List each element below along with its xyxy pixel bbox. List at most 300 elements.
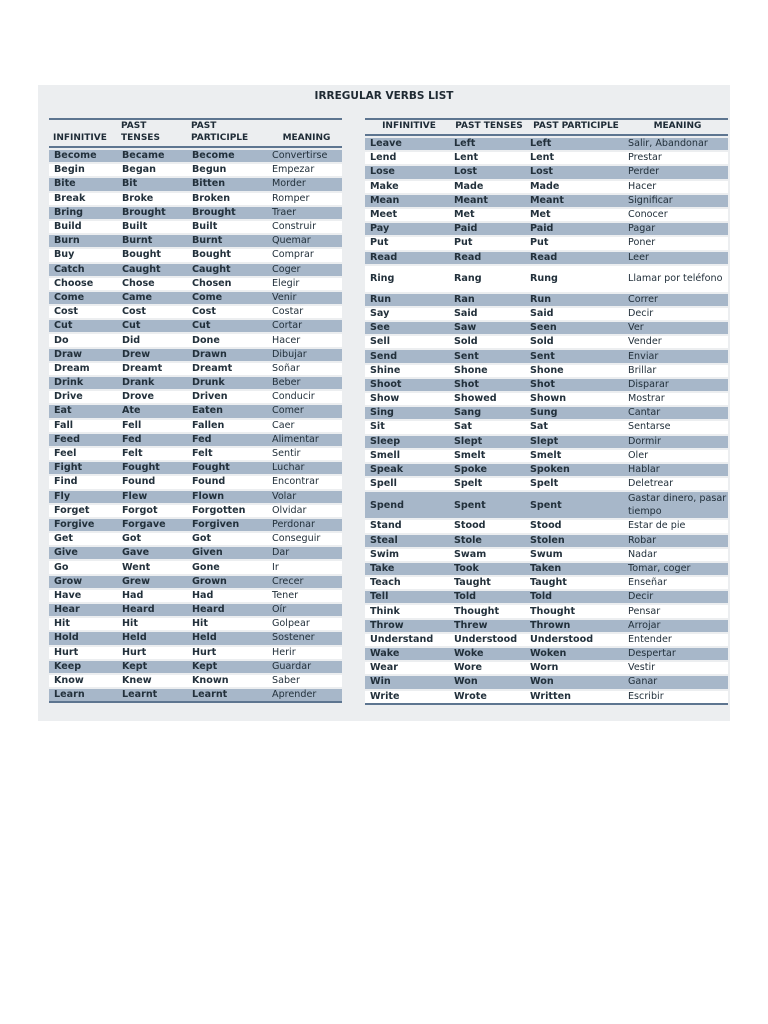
cell-past-tense: Flew [117, 491, 187, 503]
cell-infinitive: Go [49, 561, 117, 573]
cell-meaning: Convertirse [267, 150, 342, 162]
cell-infinitive: Do [49, 334, 117, 346]
cell-past-tense: Wore [449, 662, 525, 674]
cell-meaning: Volar [267, 491, 342, 503]
cell-past-participle: Told [525, 591, 623, 603]
table-row [49, 334, 342, 346]
cell-meaning: Prestar [623, 152, 728, 164]
table-row [49, 150, 342, 162]
cell-past-tense: Heard [117, 604, 187, 616]
cell-meaning: Conseguir [267, 533, 342, 545]
cell-infinitive: Bring [49, 207, 117, 219]
cell-past-tense: Caught [117, 264, 187, 276]
table-row [365, 152, 728, 164]
cell-meaning: Hablar [623, 464, 728, 476]
cell-infinitive: Hear [49, 604, 117, 616]
table-row [49, 576, 342, 588]
cell-past-tense: Began [117, 164, 187, 176]
cell-meaning: Enseñar [623, 577, 728, 589]
table-row [365, 648, 728, 660]
cell-past-participle: Done [187, 334, 267, 346]
cell-meaning: Mostrar [623, 393, 728, 405]
table-row [365, 223, 728, 235]
cell-past-tense: Drank [117, 377, 187, 389]
cell-past-tense: Bought [117, 249, 187, 261]
cell-meaning: Herir [267, 647, 342, 659]
cell-infinitive: Buy [49, 249, 117, 261]
table-row [365, 350, 728, 362]
cell-meaning: Sostener [267, 632, 342, 644]
table-row [365, 691, 728, 705]
cell-meaning: Arrojar [623, 620, 728, 632]
cell-past-participle: Sung [525, 407, 623, 419]
cell-meaning: Soñar [267, 363, 342, 375]
cell-infinitive: Choose [49, 278, 117, 290]
cell-past-participle: Worn [525, 662, 623, 674]
cell-past-participle: Held [187, 632, 267, 644]
table-row [49, 363, 342, 375]
table-row [49, 377, 342, 389]
table-row [49, 689, 342, 703]
cell-infinitive: Drink [49, 377, 117, 389]
cell-past-tense: Learnt [117, 689, 187, 703]
cell-past-tense: Sat [449, 421, 525, 433]
header-infinitive: INFINITIVE [49, 118, 117, 148]
cell-infinitive: Shine [365, 365, 449, 377]
cell-infinitive: Leave [365, 138, 449, 150]
table-body-right [365, 138, 728, 705]
cell-past-participle: Slept [525, 436, 623, 448]
cell-past-tense: Saw [449, 322, 525, 334]
cell-past-participle: Spoken [525, 464, 623, 476]
cell-past-tense: Fought [117, 462, 187, 474]
cell-past-tense: Shot [449, 379, 525, 391]
cell-past-participle: Woken [525, 648, 623, 660]
cell-past-participle: Smelt [525, 450, 623, 462]
cell-past-participle: Lost [525, 166, 623, 178]
cell-meaning: Traer [267, 207, 342, 219]
cell-infinitive: Stand [365, 520, 449, 532]
cell-past-participle: Fed [187, 434, 267, 446]
cell-past-tense: Drew [117, 349, 187, 361]
cell-past-tense: Wrote [449, 691, 525, 705]
cell-meaning: Oler [623, 450, 728, 462]
cell-meaning: Venir [267, 292, 342, 304]
cell-meaning: Empezar [267, 164, 342, 176]
cell-past-participle: Cost [187, 306, 267, 318]
cell-past-tense: Taught [449, 577, 525, 589]
table-header [49, 118, 342, 148]
cell-meaning: Conocer [623, 209, 728, 221]
cell-meaning: Oír [267, 604, 342, 616]
table-row [49, 405, 342, 417]
cell-past-participle: Fallen [187, 420, 267, 432]
cell-past-tense: Told [449, 591, 525, 603]
cell-infinitive: Sit [365, 421, 449, 433]
cell-meaning: Leer [623, 252, 728, 264]
cell-infinitive: Say [365, 308, 449, 320]
cell-past-participle: Brought [187, 207, 267, 219]
cell-infinitive: Send [365, 350, 449, 362]
cell-infinitive: Meet [365, 209, 449, 221]
cell-past-participle: Meant [525, 195, 623, 207]
cell-past-participle: Taken [525, 563, 623, 575]
cell-past-tense: Made [449, 181, 525, 193]
cell-past-participle: Flown [187, 491, 267, 503]
cell-past-participle: Swum [525, 549, 623, 561]
cell-meaning: Quemar [267, 235, 342, 247]
cell-meaning: Pensar [623, 605, 728, 617]
cell-past-participle: Sat [525, 421, 623, 433]
table-row [49, 661, 342, 673]
cell-meaning: Salir, Abandonar [623, 138, 728, 150]
cell-past-tense: Fed [117, 434, 187, 446]
table-row [365, 563, 728, 575]
header-past-tenses: PAST TENSES [449, 118, 525, 136]
header-infinitive: INFINITIVE [365, 118, 449, 136]
cell-past-tense: Threw [449, 620, 525, 632]
cell-meaning: Llamar por teléfono [623, 266, 728, 292]
cell-infinitive: Fly [49, 491, 117, 503]
table-row [49, 561, 342, 573]
cell-meaning: Estar de pie [623, 520, 728, 532]
table-row [49, 178, 342, 190]
verbs-table-left [49, 116, 342, 705]
cell-past-tense: Read [449, 252, 525, 264]
cell-meaning: Aprender [267, 689, 342, 703]
cell-past-tense: Swam [449, 549, 525, 561]
table-row [49, 448, 342, 460]
cell-meaning: Hacer [623, 181, 728, 193]
table-row [49, 476, 342, 488]
header-meaning: MEANING [623, 118, 728, 136]
cell-past-tense: Forgave [117, 519, 187, 531]
cell-infinitive: Spend [365, 492, 449, 518]
cell-past-participle: Begun [187, 164, 267, 176]
cell-infinitive: Hit [49, 618, 117, 630]
table-row [365, 634, 728, 646]
cell-past-participle: Become [187, 150, 267, 162]
cell-infinitive: Think [365, 605, 449, 617]
cell-infinitive: Take [365, 563, 449, 575]
cell-meaning: Alimentar [267, 434, 342, 446]
table-row [365, 209, 728, 221]
cell-past-participle: Bought [187, 249, 267, 261]
cell-infinitive: Smell [365, 450, 449, 462]
cell-past-tense: Hurt [117, 647, 187, 659]
header-past-participle: PAST PARTICIPLE [525, 118, 623, 136]
cell-past-tense: Drove [117, 391, 187, 403]
cell-infinitive: Learn [49, 689, 117, 703]
cell-infinitive: Lose [365, 166, 449, 178]
cell-past-tense: Kept [117, 661, 187, 673]
cell-meaning: Sentarse [623, 421, 728, 433]
cell-meaning: Golpear [267, 618, 342, 630]
cell-meaning: Construir [267, 221, 342, 233]
cell-past-tense: Did [117, 334, 187, 346]
cell-infinitive: Draw [49, 349, 117, 361]
cell-past-tense: Understood [449, 634, 525, 646]
cell-meaning: Romper [267, 193, 342, 205]
table-row [365, 195, 728, 207]
header-past-tenses: PAST TENSES [117, 118, 187, 148]
table-row [49, 618, 342, 630]
cell-meaning: Conducir [267, 391, 342, 403]
cell-past-tense: Built [117, 221, 187, 233]
cell-past-tense: Sang [449, 407, 525, 419]
cell-meaning: Ver [623, 322, 728, 334]
cell-past-tense: Cut [117, 320, 187, 332]
table-row [365, 520, 728, 532]
cell-meaning: Dormir [623, 436, 728, 448]
cell-past-tense: Spent [449, 492, 525, 518]
cell-infinitive: Hurt [49, 647, 117, 659]
cell-past-participle: Drunk [187, 377, 267, 389]
cell-past-tense: Thought [449, 605, 525, 617]
cell-past-participle: Eaten [187, 405, 267, 417]
cell-past-tense: Lent [449, 152, 525, 164]
cell-past-participle: Met [525, 209, 623, 221]
cell-meaning: Vender [623, 336, 728, 348]
cell-past-participle: Spent [525, 492, 623, 518]
cell-past-tense: Meant [449, 195, 525, 207]
table-row [365, 294, 728, 306]
cell-past-participle: Rung [525, 266, 623, 292]
cell-meaning: Ir [267, 561, 342, 573]
cell-meaning: Guardar [267, 661, 342, 673]
cell-past-participle: Bitten [187, 178, 267, 190]
table-header [365, 118, 728, 136]
cell-meaning: Hacer [267, 334, 342, 346]
cell-meaning: Despertar [623, 648, 728, 660]
table-row [49, 221, 342, 233]
cell-past-tense: Met [449, 209, 525, 221]
cell-past-participle: Kept [187, 661, 267, 673]
header-past-participle: PAST PARTICIPLE [187, 118, 267, 148]
table-row [49, 164, 342, 176]
cell-meaning: Caer [267, 420, 342, 432]
table-row [49, 264, 342, 276]
cell-past-participle: Had [187, 590, 267, 602]
cell-meaning: Correr [623, 294, 728, 306]
cell-past-tense: Cost [117, 306, 187, 318]
cell-past-tense: Broke [117, 193, 187, 205]
cell-past-participle: Given [187, 547, 267, 559]
table-body-left [49, 150, 342, 703]
cell-past-participle: Won [525, 676, 623, 688]
cell-past-tense: Paid [449, 223, 525, 235]
table-row [49, 505, 342, 517]
cell-past-participle: Said [525, 308, 623, 320]
cell-meaning: Elegir [267, 278, 342, 290]
cell-infinitive: Steal [365, 535, 449, 547]
table-row [365, 166, 728, 178]
cell-infinitive: Grow [49, 576, 117, 588]
table-row [49, 547, 342, 559]
cell-meaning: Gastar dinero, pasar tiempo [623, 492, 728, 518]
cell-meaning: Robar [623, 535, 728, 547]
cell-past-tense: Became [117, 150, 187, 162]
cell-meaning: Nadar [623, 549, 728, 561]
cell-infinitive: Break [49, 193, 117, 205]
cell-past-participle: Hurt [187, 647, 267, 659]
cell-meaning: Decir [623, 591, 728, 603]
cell-past-participle: Forgiven [187, 519, 267, 531]
cell-meaning: Comer [267, 405, 342, 417]
cell-infinitive: Dream [49, 363, 117, 375]
cell-past-participle: Seen [525, 322, 623, 334]
table-row [365, 577, 728, 589]
table-row [365, 605, 728, 617]
cell-past-participle: Paid [525, 223, 623, 235]
cell-past-tense: Knew [117, 675, 187, 687]
cell-infinitive: Sleep [365, 436, 449, 448]
table-row [365, 492, 728, 518]
cell-infinitive: Have [49, 590, 117, 602]
cell-infinitive: Fall [49, 420, 117, 432]
cell-past-tense: Fell [117, 420, 187, 432]
cell-past-participle: Felt [187, 448, 267, 460]
table-row [365, 591, 728, 603]
cell-past-participle: Shot [525, 379, 623, 391]
cell-infinitive: Cost [49, 306, 117, 318]
cell-infinitive: Pay [365, 223, 449, 235]
cell-infinitive: Forgive [49, 519, 117, 531]
cell-past-tense: Slept [449, 436, 525, 448]
cell-past-participle: Thought [525, 605, 623, 617]
table-row [365, 436, 728, 448]
table-row [365, 464, 728, 476]
table-row [365, 676, 728, 688]
cell-infinitive: Teach [365, 577, 449, 589]
cell-infinitive: Know [49, 675, 117, 687]
cell-infinitive: Swim [365, 549, 449, 561]
table-row [365, 549, 728, 561]
cell-past-tense: Dreamt [117, 363, 187, 375]
cell-past-participle: Thrown [525, 620, 623, 632]
table-row [49, 278, 342, 290]
cell-meaning: Tener [267, 590, 342, 602]
table-row [49, 462, 342, 474]
cell-meaning: Escribir [623, 691, 728, 705]
cell-past-tense: Stole [449, 535, 525, 547]
cell-infinitive: Make [365, 181, 449, 193]
cell-past-tense: Stood [449, 520, 525, 532]
cell-meaning: Luchar [267, 462, 342, 474]
cell-meaning: Dibujar [267, 349, 342, 361]
cell-infinitive: See [365, 322, 449, 334]
table-row [49, 434, 342, 446]
table-row [365, 266, 728, 292]
cell-infinitive: Eat [49, 405, 117, 417]
cell-meaning: Morder [267, 178, 342, 190]
cell-infinitive: Build [49, 221, 117, 233]
table-row [365, 336, 728, 348]
cell-past-tense: Put [449, 237, 525, 249]
cell-past-tense: Woke [449, 648, 525, 660]
cell-infinitive: Show [365, 393, 449, 405]
table-row [365, 421, 728, 433]
cell-past-participle: Gone [187, 561, 267, 573]
cell-infinitive: Burn [49, 235, 117, 247]
table-row [49, 533, 342, 545]
cell-meaning: Cortar [267, 320, 342, 332]
cell-meaning: Crecer [267, 576, 342, 588]
cell-infinitive: Ring [365, 266, 449, 292]
cell-meaning: Significar [623, 195, 728, 207]
cell-infinitive: Drive [49, 391, 117, 403]
table-row [365, 393, 728, 405]
cell-meaning: Encontrar [267, 476, 342, 488]
cell-infinitive: Sing [365, 407, 449, 419]
cell-past-participle: Found [187, 476, 267, 488]
cell-infinitive: Get [49, 533, 117, 545]
cell-infinitive: Forget [49, 505, 117, 517]
cell-meaning: Coger [267, 264, 342, 276]
cell-infinitive: Find [49, 476, 117, 488]
cell-meaning: Comprar [267, 249, 342, 261]
cell-past-tense: Chose [117, 278, 187, 290]
cell-past-tense: Grew [117, 576, 187, 588]
cell-past-participle: Heard [187, 604, 267, 616]
cell-meaning: Decir [623, 308, 728, 320]
cell-past-participle: Known [187, 675, 267, 687]
cell-infinitive: Mean [365, 195, 449, 207]
cell-meaning: Disparar [623, 379, 728, 391]
cell-past-tense: Smelt [449, 450, 525, 462]
cell-past-tense: Sold [449, 336, 525, 348]
cell-past-participle: Drawn [187, 349, 267, 361]
cell-meaning: Cantar [623, 407, 728, 419]
cell-past-participle: Fought [187, 462, 267, 474]
cell-meaning: Entender [623, 634, 728, 646]
cell-past-participle: Sent [525, 350, 623, 362]
cell-past-participle: Chosen [187, 278, 267, 290]
cell-infinitive: Read [365, 252, 449, 264]
table-row [49, 590, 342, 602]
cell-infinitive: Come [49, 292, 117, 304]
table-row [49, 491, 342, 503]
cell-past-participle: Left [525, 138, 623, 150]
cell-past-participle: Made [525, 181, 623, 193]
cell-meaning: Deletrear [623, 478, 728, 490]
table-row [49, 604, 342, 616]
cell-infinitive: Wake [365, 648, 449, 660]
cell-past-tense: Held [117, 632, 187, 644]
cell-past-participle: Dreamt [187, 363, 267, 375]
cell-past-tense: Gave [117, 547, 187, 559]
table-row [365, 450, 728, 462]
table-row [365, 138, 728, 150]
table-row [49, 207, 342, 219]
cell-past-participle: Spelt [525, 478, 623, 490]
cell-past-tense: Spoke [449, 464, 525, 476]
cell-meaning: Ganar [623, 676, 728, 688]
cell-past-participle: Understood [525, 634, 623, 646]
cell-past-tense: Ate [117, 405, 187, 417]
cell-past-participle: Taught [525, 577, 623, 589]
cell-infinitive: Speak [365, 464, 449, 476]
cell-past-tense: Got [117, 533, 187, 545]
cell-past-tense: Forgot [117, 505, 187, 517]
cell-past-tense: Left [449, 138, 525, 150]
cell-past-tense: Found [117, 476, 187, 488]
cell-past-tense: Went [117, 561, 187, 573]
cell-meaning: Enviar [623, 350, 728, 362]
cell-past-tense: Took [449, 563, 525, 575]
cell-infinitive: Spell [365, 478, 449, 490]
cell-past-participle: Broken [187, 193, 267, 205]
